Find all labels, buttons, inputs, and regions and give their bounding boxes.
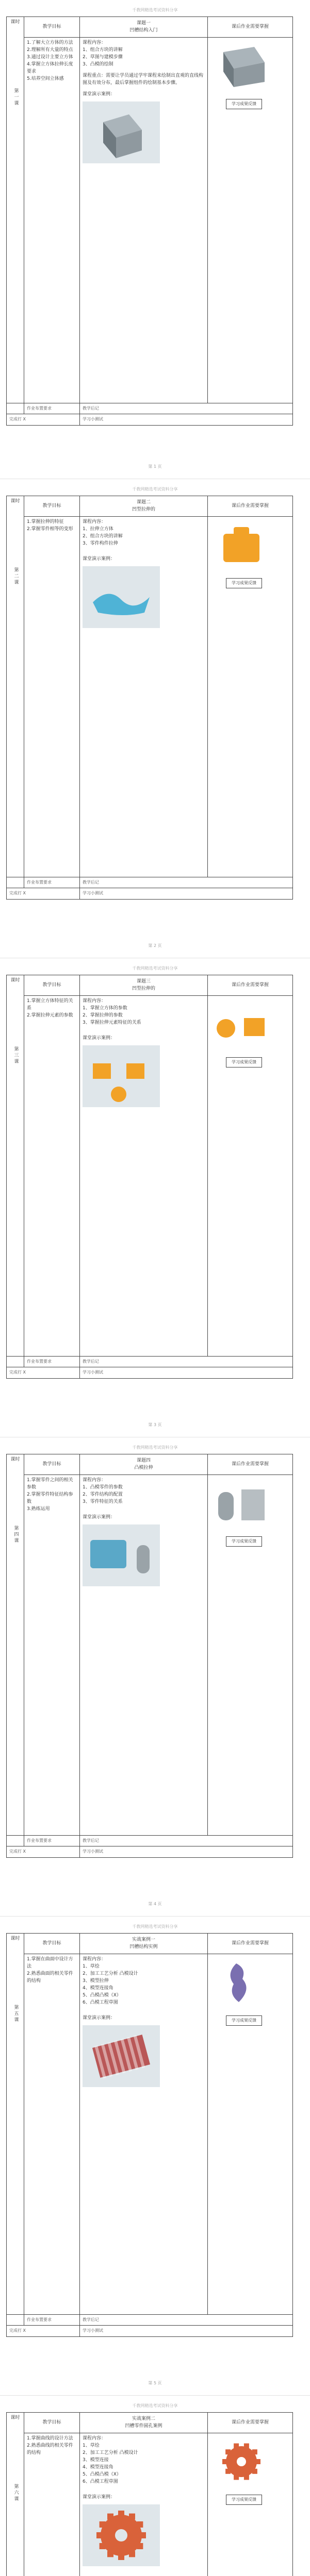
goal-item: 3.熟练运用 <box>27 1506 50 1512</box>
lesson-subtitle: 凸模拉伸 <box>134 1465 153 1470</box>
content-list <box>83 526 205 548</box>
content-heading: 课程内容： <box>83 2436 106 2441</box>
lesson-number: 第五课 <box>13 2004 19 2023</box>
completion-label: 完成打 X <box>7 2326 80 2336</box>
quiz-label: 学习小测试 <box>80 1846 293 1857</box>
study-cell <box>208 996 293 1357</box>
study-cell <box>208 517 293 877</box>
homework-label: 作业布置要求 <box>24 1836 80 1846</box>
goals-list <box>27 2435 77 2457</box>
content-heading: 课程内容： <box>83 998 106 1004</box>
content-item: 3、掌握拉伸元素特征的关系 <box>83 1020 141 1025</box>
lesson-number: 第二课 <box>13 567 19 586</box>
content-cell <box>80 996 208 1357</box>
lesson-title: 课题二 <box>136 499 151 505</box>
page-watermark-header: 千教网精选考试资料分享 <box>132 966 178 971</box>
lesson-plan-table <box>6 2412 293 2576</box>
foot-empty <box>7 1357 24 1367</box>
lesson-plan-table <box>6 496 293 900</box>
content-heading: 课程内容： <box>83 1478 106 1483</box>
content-item: 1、掌握立方体的参数 <box>83 1005 127 1011</box>
completion-label: 完成打 X <box>7 1367 80 1378</box>
study-header: 课后作业需要掌握 <box>208 1454 293 1475</box>
lesson-number-cell <box>7 1934 24 2315</box>
content-item: 1、草绘 <box>83 2443 100 2448</box>
goals-list <box>27 1477 77 1513</box>
lesson-subtitle: 凹型拉伸的 <box>132 986 155 991</box>
goals-cell <box>24 2433 80 2576</box>
page-number: 第 4 页 <box>148 1902 162 1906</box>
study-cell <box>208 38 293 403</box>
page-watermark-header: 千教网精选考试资料分享 <box>132 8 178 12</box>
content-item: 2、加工工艺分析 凸模设计 <box>83 1971 138 1976</box>
lesson-title: 实战案例二 <box>132 2416 155 2421</box>
content-item: 2、零件结构的配置 <box>83 1492 123 1497</box>
demo-label: 课堂演示案例： <box>83 2015 116 2021</box>
content-list <box>83 1963 205 2007</box>
demo-label: 课堂演示案例： <box>83 1514 116 1520</box>
study-cell <box>208 2433 293 2576</box>
content-item: 6、凸模工程草图 <box>83 2479 118 2484</box>
goal-item: 1.掌握零件之间的相关参数 <box>27 1478 73 1490</box>
lesson-title: 课题一 <box>136 20 151 26</box>
completion-label: 完成打 X <box>7 1846 80 1857</box>
keshi-label: 课时 <box>10 2415 20 2420</box>
goal-item: 5.培养空间立体感 <box>27 76 64 81</box>
study-header: 课后作业需要掌握 <box>208 2413 293 2433</box>
study-cell <box>208 1954 293 2315</box>
content-item: 2、组合方块的讲解 <box>83 533 123 539</box>
study-model-drawing <box>210 1479 272 1528</box>
document-page <box>0 2396 310 2576</box>
content-list <box>83 47 205 69</box>
study-figure <box>210 42 290 94</box>
lesson-title-cell <box>80 1454 208 1475</box>
goals-list <box>27 519 77 533</box>
lesson-title-cell <box>80 496 208 517</box>
quiz-label: 学习小测试 <box>80 1367 293 1378</box>
lesson-plan-table <box>6 16 293 426</box>
content-item: 2、掌握拉伸的参数 <box>83 1012 123 1018</box>
lesson-number: 第一课 <box>13 88 19 107</box>
feedback-button[interactable]: 学习成果反馈 <box>226 2495 262 2505</box>
lesson-title-cell <box>80 2413 208 2433</box>
study-model-drawing <box>210 42 272 91</box>
keshi-label: 课时 <box>10 20 20 25</box>
lesson-subtitle: 凹槽零件圆孔案例 <box>125 2423 162 2429</box>
demo-figure <box>83 1524 205 1589</box>
lesson-subtitle: 凹型拉伸的 <box>132 506 155 512</box>
goal-item: 2.掌握零件特征结构参数 <box>27 1492 73 1504</box>
lesson-title: 实战案例一 <box>132 1937 155 1942</box>
goal-header: 教学目标 <box>24 1454 80 1475</box>
demo-model-drawing <box>83 2025 160 2087</box>
viewport-background <box>83 566 160 628</box>
feedback-button[interactable]: 学习成果反馈 <box>226 1536 262 1547</box>
goal-item: 3.通过设计主要立方体 <box>27 54 73 60</box>
demo-label: 课堂演示案例： <box>83 91 116 97</box>
homework-label: 作业布置要求 <box>24 2315 80 2326</box>
keshi-label: 课时 <box>10 978 20 983</box>
lesson-plan-table <box>6 1454 293 1858</box>
page-watermark-header: 千教网精选考试资料分享 <box>132 2403 178 2408</box>
content-heading: 课程内容： <box>83 519 106 524</box>
goal-item: 1.掌握曲线的设计方法 <box>27 2436 73 2441</box>
demo-figure <box>83 101 205 166</box>
study-figure <box>210 1958 290 2010</box>
goals-list <box>27 40 77 83</box>
lesson-number-cell <box>7 2413 24 2576</box>
study-cell <box>208 1475 293 1836</box>
content-item: 3、零件构件拉伸 <box>83 540 118 546</box>
content-list <box>83 1005 205 1027</box>
goal-item: 2.掌握拉伸元素的参数 <box>27 1012 73 1018</box>
lesson-number-cell <box>7 496 24 877</box>
lesson-number-cell <box>7 17 24 403</box>
content-item: 2、草图与建模步骤 <box>83 54 123 60</box>
goals-cell <box>24 1954 80 2315</box>
demo-model-drawing <box>83 2504 160 2566</box>
study-model-drawing <box>210 1000 272 1049</box>
study-header: 课后作业需要掌握 <box>208 17 293 38</box>
page-number: 第 2 页 <box>148 943 162 948</box>
page-number: 第 3 页 <box>148 1422 162 1427</box>
content-cell <box>80 1475 208 1836</box>
lesson-subtitle: 凹槽结构实例 <box>129 1944 158 1950</box>
demo-model-drawing <box>83 101 160 163</box>
goal-item: 1.掌握在曲面中设计方法 <box>27 1957 73 1969</box>
keshi-label: 课时 <box>10 1936 20 1941</box>
goal-item: 2.理解所有大量的特点 <box>27 47 73 53</box>
study-figure <box>210 1000 290 1052</box>
goals-cell <box>24 1475 80 1836</box>
document-page <box>0 958 310 1437</box>
completion-label: 完成打 X <box>7 414 80 425</box>
content-item: 4、模型连接角 <box>83 1985 113 1991</box>
goal-item: 1.掌握拉伸的特征 <box>27 519 64 524</box>
goals-list <box>27 998 77 1020</box>
quiz-label: 学习小测试 <box>80 2326 293 2336</box>
goal-header: 教学目标 <box>24 496 80 517</box>
content-cell <box>80 517 208 877</box>
goals-cell <box>24 517 80 877</box>
lesson-number: 第六课 <box>13 2483 19 2502</box>
content-cell <box>80 38 208 403</box>
goal-header: 教学目标 <box>24 2413 80 2433</box>
teaching-notes-label: 教学后记 <box>80 403 293 414</box>
goal-item: 2.熟悉曲面的相关零件的结构 <box>27 1971 73 1984</box>
content-heading: 课程内容： <box>83 1957 106 1962</box>
study-model-drawing <box>210 521 272 570</box>
content-item: 1、组合方块的讲解 <box>83 47 123 53</box>
content-item: 5、凸模凸模（X） <box>83 2471 121 2477</box>
feedback-button[interactable]: 学习成果反馈 <box>226 1057 262 1067</box>
homework-label: 作业布置要求 <box>24 1357 80 1367</box>
goal-item: 2.掌握零件相等的变形 <box>27 526 73 532</box>
content-item: 5、凸模凸模（X） <box>83 1992 121 1998</box>
demo-model-drawing <box>83 566 160 628</box>
content-item: 3、凸模的绘制 <box>83 61 113 67</box>
content-item: 3、模型连接 <box>83 2457 109 2463</box>
demo-model-drawing <box>83 1045 160 1107</box>
goal-header: 教学目标 <box>24 975 80 996</box>
content-cell <box>80 2433 208 2576</box>
feedback-button[interactable]: 学习成果反馈 <box>226 578 262 588</box>
demo-figure <box>83 566 205 631</box>
foot-empty <box>7 2315 24 2326</box>
homework-label: 作业布置要求 <box>24 877 80 888</box>
goals-cell <box>24 38 80 403</box>
goal-header: 教学目标 <box>24 1934 80 1954</box>
foot-empty <box>7 877 24 888</box>
lesson-number-cell <box>7 1454 24 1836</box>
study-header: 课后作业需要掌握 <box>208 1934 293 1954</box>
content-list <box>83 2443 205 2486</box>
study-header: 课后作业需要掌握 <box>208 975 293 996</box>
quiz-label: 学习小测试 <box>80 414 293 425</box>
content-item: 6、凸模工程草图 <box>83 1999 118 2005</box>
document-page <box>0 1917 310 2396</box>
lesson-number-cell <box>7 975 24 1357</box>
teaching-notes-label: 教学后记 <box>80 1357 293 1367</box>
study-model-drawing <box>210 2437 272 2486</box>
document-page <box>0 0 310 479</box>
content-item: 1、拉伸立方体 <box>83 526 113 532</box>
lesson-title-cell <box>80 1934 208 1954</box>
foot-empty <box>7 403 24 414</box>
goal-item: 1.掌握立方体特征的关系 <box>27 998 73 1011</box>
demo-label: 课堂演示案例： <box>83 556 116 562</box>
demo-label: 课堂演示案例： <box>83 2494 116 2500</box>
page-watermark-header: 千教网精选考试资料分享 <box>132 487 178 492</box>
demo-label: 课堂演示案例： <box>83 1035 116 1041</box>
quiz-label: 学习小测试 <box>80 888 293 899</box>
content-cell <box>80 1954 208 2315</box>
feedback-button[interactable]: 学习成果反馈 <box>226 99 262 109</box>
teaching-notes-label: 教学后记 <box>80 877 293 888</box>
teaching-notes-label: 教学后记 <box>80 2315 293 2326</box>
document-page <box>0 479 310 958</box>
demo-figure <box>83 1045 205 1110</box>
goals-cell <box>24 996 80 1357</box>
goal-item: 2.熟悉曲线的相关零件的结构 <box>27 2443 73 2455</box>
lesson-title-cell <box>80 975 208 996</box>
study-figure <box>210 521 290 573</box>
content-list <box>83 1484 205 1506</box>
lesson-plan-table <box>6 1933 293 2337</box>
lesson-number: 第三课 <box>13 1046 19 1065</box>
page-number: 第 1 页 <box>148 464 162 469</box>
content-heading: 课程内容： <box>83 40 106 45</box>
content-item: 4、模型连接角 <box>83 2464 113 2470</box>
content-item: 1、草绘 <box>83 1963 100 1969</box>
lesson-title: 课题三 <box>136 978 151 984</box>
page-watermark-header: 千教网精选考试资料分享 <box>132 1924 178 1929</box>
lesson-plan-table <box>6 975 293 1379</box>
feedback-button[interactable]: 学习成果反馈 <box>226 2015 262 2026</box>
lesson-number: 第四课 <box>13 1525 19 1544</box>
keshi-label: 课时 <box>10 499 20 504</box>
study-model-drawing <box>210 1958 272 2007</box>
lesson-subtitle: 凹槽结构入门 <box>129 27 158 33</box>
teaching-notes-label: 教学后记 <box>80 1836 293 1846</box>
content-item: 2、加工工艺分析 凸模设计 <box>83 2450 138 2455</box>
document-page <box>0 1437 310 1917</box>
goal-item: 4.掌握立方体拉伸长度要求 <box>27 61 73 74</box>
homework-label: 作业布置要求 <box>24 403 80 414</box>
key-point: 课程重点：需要让学员通过学牢课程来绘制出直观的直线构图及有效分布，最后掌握组件的绘制基本步骤。 <box>83 73 204 86</box>
completion-label: 完成打 X <box>7 888 80 899</box>
foot-empty <box>7 1836 24 1846</box>
page-watermark-header: 千教网精选考试资料分享 <box>132 1445 178 1450</box>
demo-figure <box>83 2025 205 2090</box>
goals-list <box>27 1956 77 1985</box>
content-item: 3、模型拉伸 <box>83 1978 109 1984</box>
demo-model-drawing <box>83 1524 160 1586</box>
keshi-label: 课时 <box>10 1457 20 1462</box>
page-number: 第 5 页 <box>148 2381 162 2385</box>
study-figure <box>210 1479 290 1531</box>
lesson-title: 课题四 <box>136 1458 151 1463</box>
content-item: 3、零件特征的关系 <box>83 1499 123 1504</box>
goal-header: 教学目标 <box>24 17 80 38</box>
demo-figure <box>83 2504 205 2569</box>
lesson-title-cell <box>80 17 208 38</box>
content-item: 1、凸模零件的参数 <box>83 1484 123 1490</box>
study-figure <box>210 2437 290 2489</box>
study-header: 课后作业需要掌握 <box>208 496 293 517</box>
goal-item: 1.了解大立方体的方法 <box>27 40 73 45</box>
